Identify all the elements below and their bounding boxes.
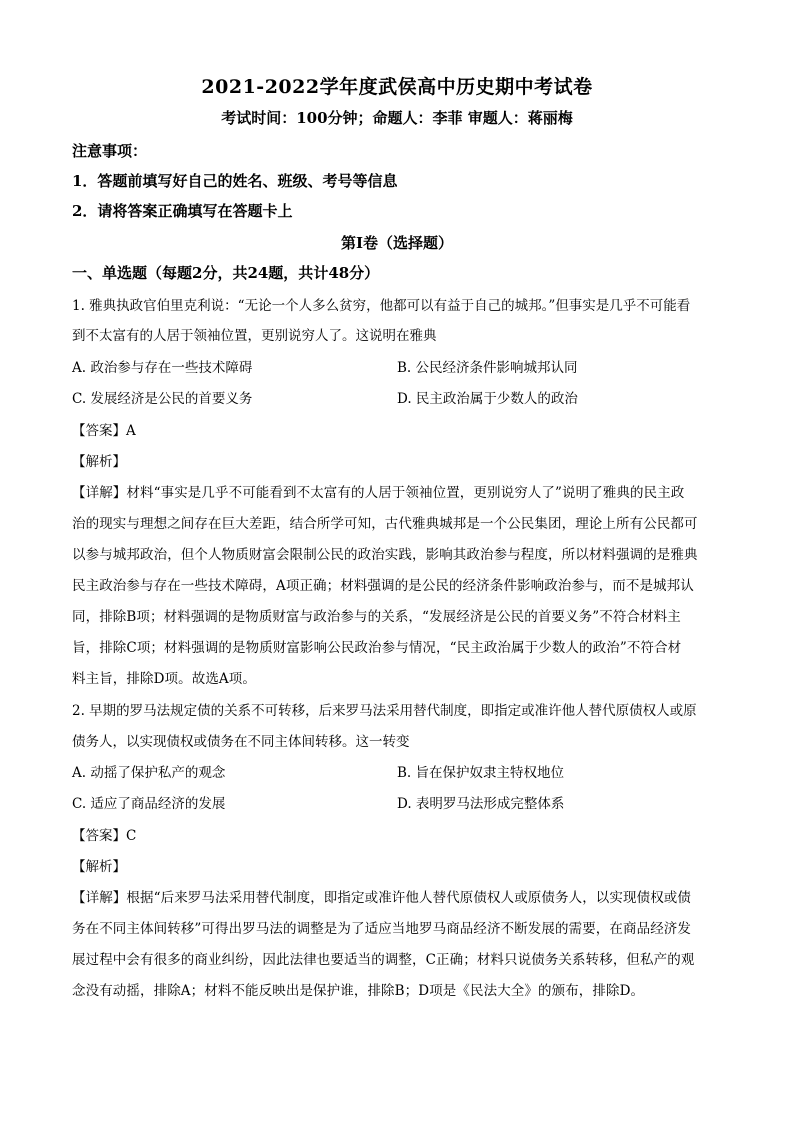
- option-d: D. 民主政治属于少数人的政治: [397, 391, 578, 407]
- analysis-label: 【解析】: [72, 454, 126, 470]
- question-stem-line: 债务人，以实现债权或债务在不同主体间转移。这一转变: [72, 734, 410, 750]
- note-item-1: 1．答题前填写好自己的姓名、班级、考号等信息: [72, 172, 398, 190]
- option-a: A. 政治参与存在一些技术障碍: [72, 360, 253, 376]
- detail-line: 料主旨，排除D项。故选A项。: [72, 671, 256, 687]
- notes-heading: 注意事项：: [72, 142, 148, 160]
- option-b: B. 公民经济条件影响城邦认同: [397, 360, 578, 376]
- option-a: A. 动摇了保护私产的观念: [72, 765, 226, 781]
- detail-line: 以参与城邦政治，但个人物质财富会限制公民的政治实践，影响其政治参与程度，所以材料强调的是雅典: [72, 547, 698, 563]
- detail-line: 旨，排除C项；材料强调的是物质财富影响公民政治参与情况，“民主政治属于少数人的政治”不符合材: [72, 640, 682, 656]
- detail-line: 念没有动摇，排除A；材料不能反映出是保护谁，排除B；D项是《民法大全》的颁布，排除D。: [72, 983, 645, 999]
- note-item-2: 2．请将答案正确填写在答题卡上: [72, 202, 293, 220]
- detail-line: 【详解】材料“事实是几乎不可能看到不太富有的人居于领袖位置，更别说穷人了”说明了雅典的民主政: [72, 485, 685, 501]
- exam-title: 2021-2022学年度武侯高中历史期中考试卷: [201, 76, 593, 98]
- answer-label: 【答案】A: [72, 423, 136, 439]
- question-stem-line: 2. 早期的罗马法规定债的关系不可转移，后来罗马法采用替代制度，即指定或准许他人替代原债权人或原: [72, 703, 697, 719]
- option-b: B. 旨在保护奴隶主特权地位: [397, 765, 565, 781]
- question-stem-line: 到不太富有的人居于领袖位置，更别说穷人了。这说明在雅典: [72, 328, 437, 344]
- detail-line: 治的现实与理想之间存在巨大差距，结合所学可知，古代雅典城邦是一个公民集团，理论上所有公民都可: [72, 516, 698, 532]
- detail-line: 展过程中会有很多的商业纠纷，因此法律也要适当的调整，C正确；材料只说债务关系转移，但私产的观: [72, 952, 695, 968]
- detail-line: 民主政治参与存在一些技术障碍，A项正确；材料强调的是公民的经济条件影响政治参与，而不是城邦认: [72, 578, 694, 594]
- volume-title: 第I卷（选择题）: [340, 234, 454, 252]
- option-c: C. 发展经济是公民的首要义务: [72, 391, 253, 407]
- exam-subtitle: 考试时间：100分钟；命题人：李菲 审题人：蒋丽梅: [221, 109, 573, 127]
- detail-line: 同，排除B项；材料强调的是物质财富与政治参与的关系，“发展经济是公民的首要义务”不符合材料主: [72, 609, 681, 625]
- option-c: C. 适应了商品经济的发展: [72, 796, 226, 812]
- option-d: D. 表明罗马法形成完整体系: [397, 796, 565, 812]
- analysis-label: 【解析】: [72, 859, 126, 875]
- detail-line: 【详解】根据“后来罗马法采用替代制度，即指定或准许他人替代原债权人或原债务人，以实现债权或债: [72, 890, 691, 906]
- question-stem-line: 1. 雅典执政官伯里克利说：“无论一个人多么贫穷，他都可以有益于自己的城邦。”但事实是几乎不可能看: [72, 298, 691, 314]
- part-title: 一、单选题（每题2分，共24题，共计48分）: [72, 264, 380, 282]
- answer-label: 【答案】C: [72, 828, 137, 844]
- detail-line: 务在不同主体间转移”可得出罗马法的调整是为了适应当地罗马商品经济不断发展的需要，在商品经济发: [72, 921, 691, 937]
